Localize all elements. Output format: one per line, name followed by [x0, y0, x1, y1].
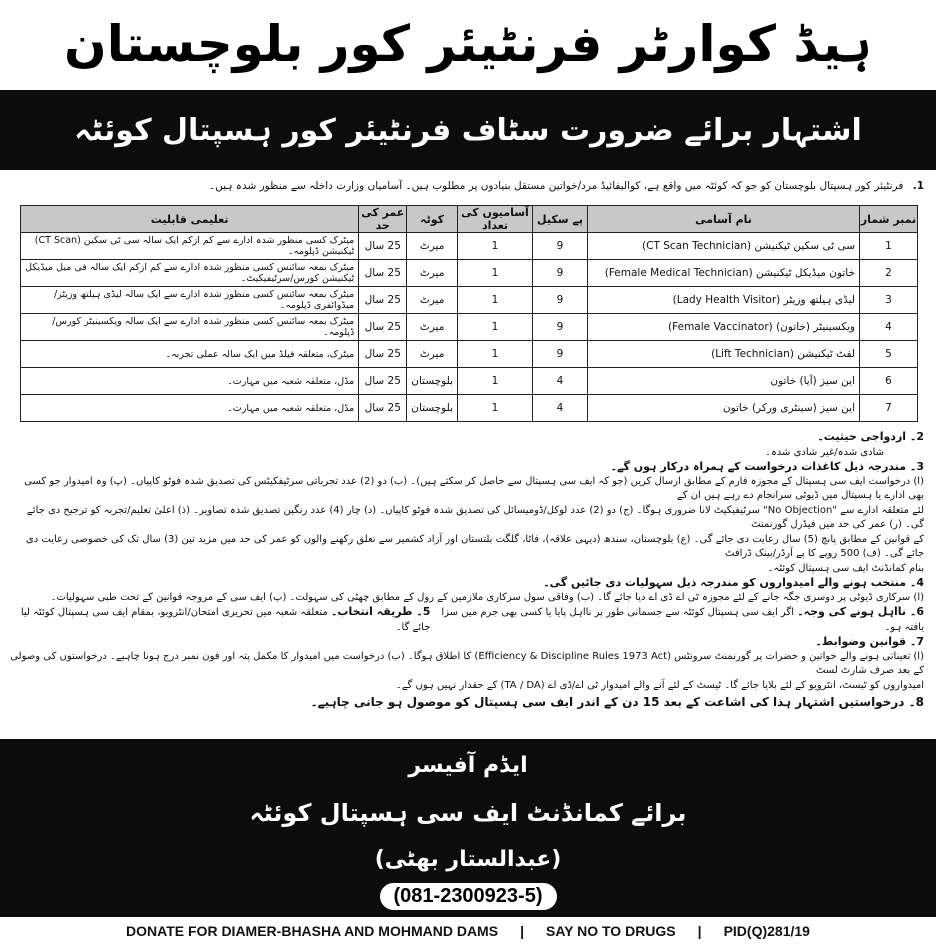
table-row	[21, 341, 918, 368]
section-8-deadline: 8۔ درخواستیں اشتہار ہذا کی اشاعت کے بعد 15 دن کے اندر ایف سی ہسپتال کو موصول ہو جانی چاہیے۔	[310, 695, 924, 709]
cell-post-name: لیڈی ہیلتھ وزیٹر (Lady Health Visitor)	[588, 287, 860, 314]
cell-serial: 3	[860, 287, 918, 314]
cell-post-count: 1	[458, 233, 533, 260]
section-7-line-2: امیدواروں کو ٹیسٹ، انٹرویو کے لئے بلایا جائے گا۔ ٹیسٹ کے لئے آنے والے امیدوار ٹی اے/ڈی اے (TA / DA) کے حقدار نہیں ہوں گے۔	[395, 679, 924, 691]
posts-table	[20, 205, 918, 422]
cell-post-name: خاتون میڈیکل ٹیکنیشن (Female Medical Technician)	[588, 260, 860, 287]
cell-post-name: ویکسینیٹر (خاتون) (Female Vaccinator)	[588, 314, 860, 341]
header-pay-scale: پے سکیل	[533, 206, 588, 233]
section-marital-status	[10, 430, 924, 446]
cell-serial: 4	[860, 314, 918, 341]
cell-post-name: این سیز (سینٹری ورکر) خاتون	[588, 395, 860, 422]
section-3-line-4: بنام کمانڈنٹ ایف سی ہسپتال کوئٹہ۔	[767, 562, 924, 574]
cell-quota: بلوچستان	[407, 395, 458, 422]
cell-serial: 2	[860, 260, 918, 287]
cell-post-count: 1	[458, 287, 533, 314]
intro-paragraph	[14, 178, 924, 194]
section-6-heading: 6۔ نااہل ہونے کی وجہ۔	[797, 605, 924, 618]
cell-pay-scale: 4	[533, 368, 588, 395]
cell-post-count: 1	[458, 395, 533, 422]
cell-qualification: مڈل، متعلقہ شعبہ میں مہارت۔	[21, 368, 359, 395]
page-title: ہیڈ کوارٹر فرنٹیئر کور بلوچستان	[64, 15, 872, 73]
table-row	[21, 260, 918, 287]
cell-qualification: میٹرک بمعہ سائنس کسی منظور شدہ ادارے سے کم ازکم ایک سالہ فی میل میڈیکل ٹیکنیشن کورس/سرٹیفیکیٹ۔	[21, 260, 359, 287]
table-row	[21, 233, 918, 260]
cell-serial: 1	[860, 233, 918, 260]
cell-pay-scale: 9	[533, 260, 588, 287]
table-header-row	[21, 206, 918, 233]
cell-age: 25 سال	[359, 341, 407, 368]
cell-post-count: 1	[458, 368, 533, 395]
cell-post-count: 1	[458, 341, 533, 368]
no-drugs-text: SAY NO TO DRUGS	[545, 923, 676, 939]
section-3-line-2: لئے متعلقہ ادارے سے "No Objection" سرٹیفیکیٹ لانا ضروری ہوگا۔ (ج) دو (2) عدد لوکل/ڈومیسائل کی تصدیق شدہ فوٹو کاپیاں۔ (د) چار (4) عدد رنگین تصدیق شدہ تصاویر۔ (ذ) اعلیٰ تعلیم/تجربہ کو ترجیح دی جائے گی۔ (ر) عمر کی حد میں فیڈرل گورنمنٹ	[26, 504, 924, 530]
cell-post-name: این سیز (آیا) خاتون	[588, 368, 860, 395]
cell-pay-scale: 4	[533, 395, 588, 422]
bottom-bar	[0, 917, 936, 945]
cell-age: 25 سال	[359, 368, 407, 395]
cell-qualification: مڈل، متعلقہ شعبہ میں مہارت۔	[21, 395, 359, 422]
section-2-text: شادی شدہ/غیر شادی شدہ۔	[765, 446, 884, 458]
header-quota: کوٹہ	[407, 206, 458, 233]
section-3-line-3: کے قوانین کے مطابق پانچ (5) سال رعایت دی جائے گی۔ (ع) بلوچستان، سندھ (دیہی علاقہ)، فاٹا، گلگت بلتستان اور آزاد کشمیر سے تعلق رکھنے والوں کو عمر کی حد میں مزید تین (3) سال تک کی خصوصی رعایت دی جائے گی۔ (ف) 500 روپے کا پے آرڈر/بینک ڈرافٹ	[25, 533, 924, 559]
header-qualification: تعلیمی قابلیت	[21, 206, 359, 233]
intro-text: فرنٹیئر کور ہسپتال بلوچستان کو جو کہ کوئٹہ میں واقع ہے، کوالیفائیڈ مرد/خواتین مستقل بنیادوں پر مطلوب ہیں۔ آسامیاں وزارت داخلہ سے منظور شدہ ہیں۔	[209, 180, 904, 192]
donate-dams-text: DONATE FOR DIAMER-BHASHA AND MOHMAND DAMS	[126, 923, 499, 939]
separator: |	[520, 923, 524, 939]
section-7-line-1: (ا) تعیناتی ہونے والے خواتین و حضرات پر گورنمنٹ سرونٹس (Efficiency & Discipline Rules 1973 Act) کا اطلاق ہوگا۔ (ب) درخواست میں امیدوار کا مکمل پتہ اور فون نمبر درج ہونا چاہیے۔ درخواستوں کی وصولی کے بعد صرف شارٹ لسٹ	[10, 650, 924, 676]
phone-wrap	[0, 883, 936, 910]
cell-post-count: 1	[458, 314, 533, 341]
cell-post-name: لفٹ ٹیکنیشن (Lift Technician)	[588, 341, 860, 368]
intro-number: 1.	[912, 180, 924, 192]
separator: |	[697, 923, 702, 939]
cell-quota: بلوچستان	[407, 368, 458, 395]
cell-pay-scale: 9	[533, 341, 588, 368]
section-4-heading: 4۔ منتخب ہونے والے امیدواروں کو مندرجہ ذیل سہولیات دی جائیں گی۔	[543, 576, 924, 589]
section-5-text: متعلقہ شعبہ میں تحریری امتحان/انٹرویو، بمقام ایف سی ہسپتال کوئٹہ لیا جائے گا۔	[20, 607, 431, 633]
cell-quota: میرٹ	[407, 341, 458, 368]
phone-number: (081-2300923-5)	[380, 883, 557, 910]
header-serial: نمبر شمار	[860, 206, 918, 233]
cell-age: 25 سال	[359, 287, 407, 314]
cell-age: 25 سال	[359, 233, 407, 260]
cell-age: 25 سال	[359, 395, 407, 422]
section-3-heading: 3۔ مندرجہ ذیل کاغذات درخواست کے ہمراہ درکار ہوں گے۔	[610, 460, 924, 473]
subtitle-banner	[0, 90, 936, 170]
cell-pay-scale: 9	[533, 314, 588, 341]
table-row	[21, 395, 918, 422]
officer-for: برائے کمانڈنٹ ایف سی ہسپتال کوئٹہ	[249, 799, 687, 827]
table-row	[21, 368, 918, 395]
section-6	[430, 605, 924, 635]
subtitle-text: اشتہار برائے ضرورت سٹاف فرنٹیئر کور ہسپتال کوئٹہ	[74, 112, 862, 148]
header-age: عمر کی حد	[359, 206, 407, 233]
cell-qualification: میٹرک بمعہ سائنس کسی منظور شدہ ادارے سے ایک سالہ ویکسینیٹر کورس/ڈپلومہ۔	[21, 314, 359, 341]
section-6-text: اگر ایف سی ہسپتال کوئٹہ سے جسمانی طور پر نااہل پایا یا کسی بھی جرم میں سزا یافتہ ہو۔	[441, 607, 924, 633]
cell-age: 25 سال	[359, 260, 407, 287]
terms-sections	[10, 430, 924, 710]
signature-block	[0, 739, 936, 917]
cell-pay-scale: 9	[533, 233, 588, 260]
section-4-text: (ا) سرکاری ڈیوٹی پر دوسری جگہ جانے کے لئے مجوزہ ٹی اے ڈی اے دیا جائے گا۔ (ب) وفاقی سول سرکاری ملازمین کے رول کے مطابق چھٹی کی سہولت۔ (پ) ایف سی کے مروجہ قوانین کے تحت طبی سہولیات۔	[50, 591, 924, 603]
section-3-line-1: (ا) درخواست ایف سی ہسپتال کے مجوزہ فارم کے مطابق ارسال کریں (جو کہ ایف سی ہسپتال سے حاصل کر سکتے ہیں)۔ (ب) دو (2) عدد تجرباتی سرٹیفکیٹس کی تصدیق شدہ فوٹو کاپیاں۔ (پ) وہ امیدوار جو کسی بھی ادارے یا ہسپتال میں ڈیوٹی سرانجام دے رہے ہیں ان کے	[24, 475, 924, 501]
cell-qualification: میٹرک، متعلقہ فیلڈ میں ایک سالہ عملی تجربہ۔	[21, 341, 359, 368]
header-post-count: آسامیوں کی تعداد	[458, 206, 533, 233]
header-post-name: نام آسامی	[588, 206, 860, 233]
section-2-heading: 2۔ ازدواجی حیثیت۔	[817, 430, 924, 443]
cell-quota: میرٹ	[407, 233, 458, 260]
table-row	[21, 287, 918, 314]
officer-name: (عبدالستار بھٹی)	[374, 847, 562, 872]
pid-number: PID(Q)281/19	[723, 923, 810, 939]
cell-qualification: میٹرک کسی منظور شدہ ادارے سے کم ازکم ایک سالہ سی ٹی سکین (CT Scan) ٹیکنیشن ڈپلومہ۔	[21, 233, 359, 260]
cell-qualification: میٹرک بمعہ سائنس کسی منظور شدہ ادارے سے ایک سالہ لیڈی ہیلتھ وزیٹر/میڈوائفری ڈپلومہ۔	[21, 287, 359, 314]
cell-quota: میرٹ	[407, 287, 458, 314]
officer-title: ایڈم آفیسر	[408, 753, 528, 778]
cell-pay-scale: 9	[533, 287, 588, 314]
cell-post-name: سی ٹی سکین ٹیکنیشن (CT Scan Technician)	[588, 233, 860, 260]
section-5-6-row	[10, 605, 924, 635]
cell-serial: 7	[860, 395, 918, 422]
section-7-heading: 7۔ قوانین وضوابط۔	[815, 635, 924, 648]
section-5-heading: 5۔ طریقہ انتخاب۔	[330, 605, 431, 618]
cell-quota: میرٹ	[407, 314, 458, 341]
section-5	[10, 605, 430, 635]
cell-serial: 6	[860, 368, 918, 395]
table-row	[21, 314, 918, 341]
cell-quota: میرٹ	[407, 260, 458, 287]
cell-age: 25 سال	[359, 314, 407, 341]
cell-post-count: 1	[458, 260, 533, 287]
cell-serial: 5	[860, 341, 918, 368]
